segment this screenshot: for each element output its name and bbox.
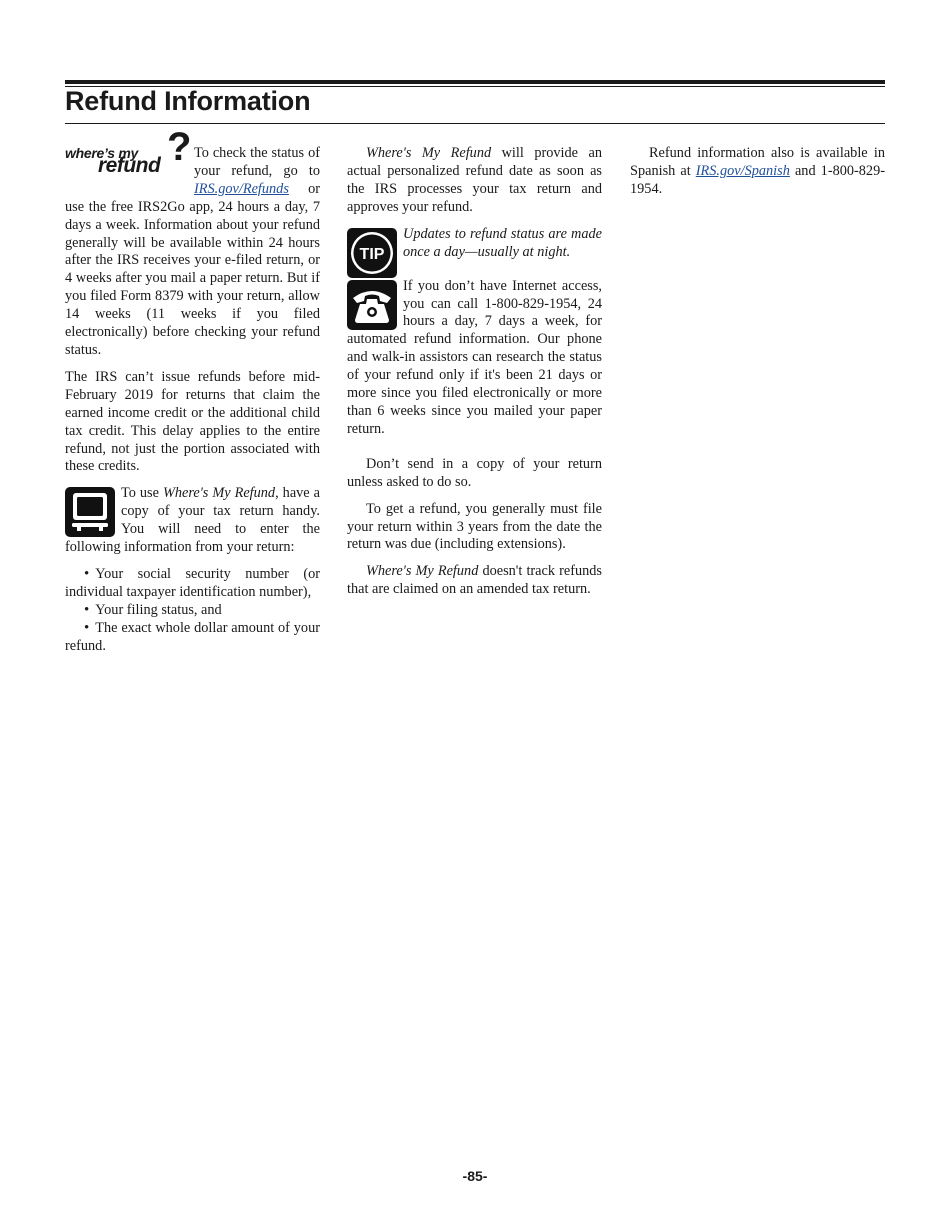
phone-paragraph: If you don’t have Internet access, you can call 1-800-829-1954, 24 hours a day, 7 days a week, for automated refund information. Our phone and walk-in assistors can research the status of your refund only if it's been 21 days or more since you filed electronically or more than 6 weeks since you mailed your paper return. — [347, 277, 602, 437]
list-item: • Your social security number (or individual taxpayer identification number), — [65, 566, 320, 602]
tip-label: TIP — [359, 245, 385, 263]
list-item: • Your filing status, and — [65, 602, 320, 620]
computer-icon — [65, 487, 115, 537]
header-rule-thick — [65, 80, 885, 84]
what-you-need-paragraph: To use Where's My Refund, have a copy of your tax return handy. You will need to enter the following information from your return: — [65, 485, 320, 556]
tip-icon — [347, 228, 397, 278]
column-1 — [65, 125, 320, 664]
refund-status-paragraph: To check the status of your refund, go to IRS.gov/Refunds or use the free IRS2Go app, 24 hours a day, 7 days a week. Information about your refund generally will be available within 24 hours after the IRS receives your e-filed return, or 4 weeks after you mail a paper return. But if you filed Form 8379 with your return, allow 14 weeks (11 weeks if you filed electronically) before checking your refund status. — [65, 145, 320, 358]
column-3 — [630, 145, 885, 208]
list-item: • The exact whole dollar amount of your refund. — [65, 620, 320, 656]
spanish-paragraph: Refund information also is available in Spanish at IRS.gov/Spanish and 1-800-829-1954. — [630, 145, 885, 197]
three-years-paragraph: To get a refund, you generally must file your return within 3 years from the date the return was due (including extensions). — [347, 500, 602, 553]
page-title: Refund Information — [65, 86, 311, 116]
phone-icon — [347, 280, 397, 330]
page-number: -85- — [462, 1168, 488, 1184]
amended-return-paragraph: Where's My Refund doesn't track refunds that are claimed on an amended tax return. — [347, 563, 603, 598]
personalized-date-paragraph: Where's My Refund will provide an actual personalized refund date as soon as the IRS processes your tax return and approves your refund. — [347, 145, 602, 215]
irs-refunds-link[interactable]: IRS.gov/Refunds — [194, 180, 289, 197]
logo-line-1: where’s my — [65, 145, 139, 161]
irs-spanish-link[interactable]: IRS.gov/Spanish — [695, 162, 790, 179]
question-mark-icon: ? — [167, 125, 192, 169]
logo-line-2: refund — [98, 154, 161, 177]
february-delay-paragraph: The IRS can’t issue refunds before mid-February 2019 for returns that claim the earned income credit or the additional child tax credit. This delay applies to the entire refund, not just the portion associated with these credits. — [65, 368, 320, 475]
title-rule — [65, 123, 885, 124]
dont-send-paragraph: Don’t send in a copy of your return unless asked to do so. — [347, 455, 602, 490]
wheres-my-refund-logo — [65, 125, 192, 185]
required-info-list — [65, 566, 320, 656]
tip-text: Updates to refund status are made once a day—usually at night. — [403, 225, 602, 260]
column-2 — [347, 145, 602, 608]
